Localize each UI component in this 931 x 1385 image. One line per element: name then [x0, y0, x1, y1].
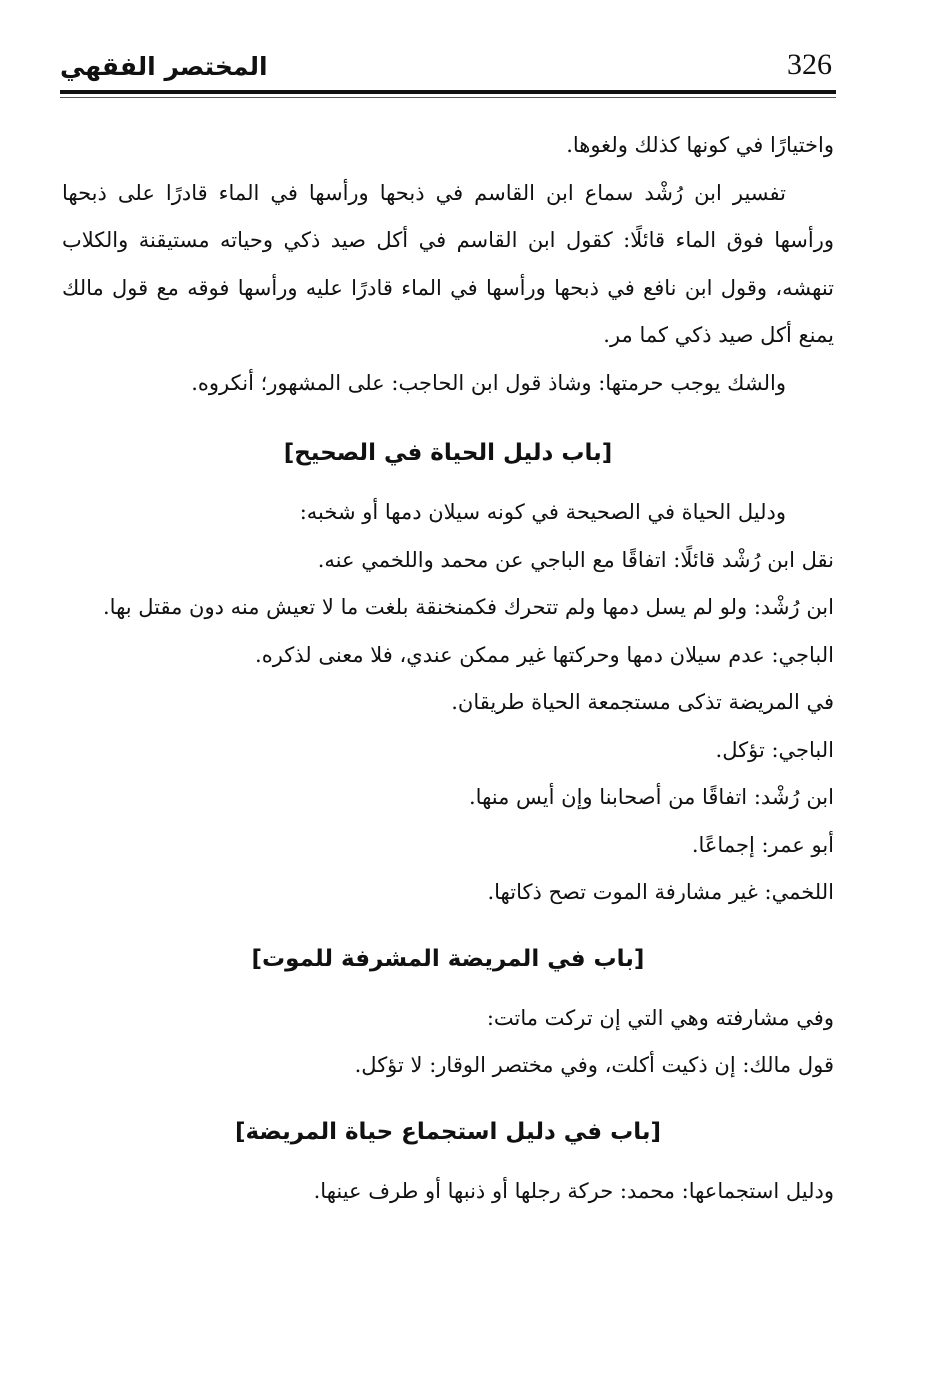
page-header: [60, 48, 836, 92]
header-rule: [60, 90, 836, 94]
paragraph: ابن رُشْد: اتفاقًا من أصحابنا وإن أيس منها.: [469, 785, 834, 809]
paragraph: أبو عمر: إجماعًا.: [691, 832, 834, 857]
section-heading: [باب في دليل استجماع حياة المريضة]: [234, 1118, 662, 1145]
paragraph: وفي مشارفته وهي التي إن تركت ماتت:: [486, 1005, 834, 1030]
paragraph: الباجي: عدم سيلان دمها وحركتها غير ممكن عندي، فلا معنى لذكره.: [255, 642, 834, 667]
paragraph: ودليل الحياة في الصحيحة في كونه سيلان دمها أو شخبه:: [299, 500, 786, 524]
paragraph: الباجي: تؤكل.: [715, 737, 834, 762]
paragraph: نقل ابن رُشْد قائلًا: اتفاقًا مع الباجي عن محمد واللخمي عنه.: [317, 547, 834, 572]
paragraph: في المريضة تذكى مستجمعة الحياة طريقان.: [451, 690, 834, 714]
section-heading: [باب دليل الحياة في الصحيح]: [283, 440, 613, 466]
page-number: 326: [787, 48, 832, 81]
paragraph: ودليل استجماعها: محمد: حركة رجلها أو ذنبها أو طرف عينها.: [313, 1178, 834, 1203]
paragraph: ابن رُشْد: ولو لم يسل دمها ولم تتحرك فكمنخنقة بلغت ما لا تعيش منه دون مقتل بها.: [103, 595, 834, 619]
running-title: المختصر الفقهي: [60, 52, 268, 81]
paragraph: تفسير ابن رُشْد سماع ابن القاسم في ذبحها ورأسها في الماء قادرًا على ذبحها ورأسها فوق الماء قائلًا: كقول ابن القاسم في أكل صيد ذكي وحياته مستيقنة والكلاب تنهشه، وقول ابن نافع في ذبحها ورأسها في الماء قادرًا عليه ورأسها فوقه مع قول مالك يمنع أكل صيد ذكي كما مر.: [62, 180, 834, 347]
paragraph: اللخمي: غير مشارفة الموت تصح ذكاتها.: [487, 880, 834, 904]
section-heading: [باب في المريضة المشرفة للموت]: [251, 945, 645, 972]
header-rule-thin: [60, 97, 836, 98]
page-body: [62, 122, 834, 1215]
paragraph: قول مالك: إن ذكيت أكلت، وفي مختصر الوقار: لا تؤكل.: [354, 1053, 834, 1077]
paragraph: والشك يوجب حرمتها: وشاذ قول ابن الحاجب: على المشهور؛ أنكروه.: [191, 370, 786, 395]
text-line: واختيارًا في كونها كذلك ولغوها.: [566, 133, 834, 157]
